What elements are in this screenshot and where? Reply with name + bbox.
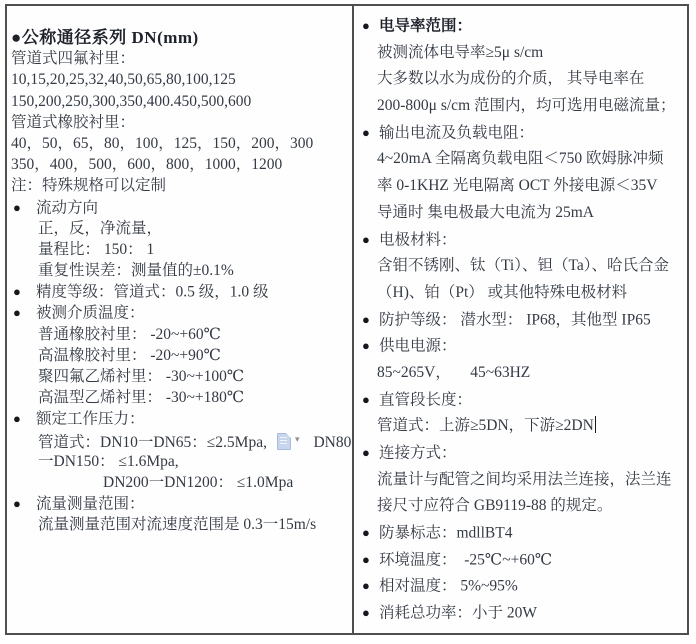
spec-line [38,514,348,535]
spec-text: 防暴标志：mdllBT4 [379,524,513,542]
spec-line [377,93,683,120]
spec-line [38,430,352,451]
spec-text: 流量计与配管之间均采用法兰连接，法兰连 [377,470,672,488]
spec-text: 额定工作压力： [36,410,145,428]
bullet-icon: ● [13,284,21,300]
spec-line [362,520,683,547]
bullet-icon: ● [362,551,370,567]
spec-text: 10,15,20,25,32,40,50,65,80,100,125 [11,71,236,89]
spec-line [11,175,348,196]
spec-text: 重复性误差：测量值的±0.1% [38,262,234,280]
spec-line [38,260,348,281]
spec-line [377,173,683,200]
spec-text: 输出电流及负载电阻： [379,124,535,142]
spec-line [38,345,348,366]
spec-text: 流量测量范围： [36,495,145,513]
spec-line [38,324,348,345]
spec-line [377,413,683,440]
spec-text: 40，50，65，80，100，125，150，200，300 [11,134,314,152]
spec-text: （H)、铂（Pt） 或其他特殊电极材料 [377,283,628,301]
spec-text: 直管段长度： [379,391,473,409]
spec-text: 流量测量范围对流速度范围是 0.3一15m/s [38,516,317,534]
spec-text: 150,200,250,300,350,400.450,500,600 [11,92,252,110]
spec-line [377,253,683,280]
spec-line [362,227,683,254]
spec-text: ●公称通径系列 DN(mm) [11,28,199,47]
spec-line [377,40,683,67]
bullet-icon: ● [13,411,21,427]
spec-text: 高温型乙烯衬里： -30~+180℃ [38,389,245,407]
spec-text: 导通时 集电极最大电流为 25mA [377,203,595,221]
bullet-icon: ● [362,391,370,407]
spec-line [38,366,348,387]
spec-text: 正，反，净流量， [38,219,163,237]
spec-text: 相对温度： 5%~95% [379,577,518,595]
spec-line [38,451,348,472]
dropdown-arrow-icon[interactable]: ▾ [294,435,300,446]
spec-text: 350，400，500，600，800，1000，1200 [11,156,283,174]
spec-line [103,472,348,493]
spec-text: 消耗总功率：小于 20W [379,604,538,622]
spec-text: 量程比： 150： 1 [38,240,155,258]
spec-line [11,302,348,323]
spec-text: 聚四氟乙烯衬里： -30~+100℃ [38,368,245,385]
spec-text: 被测流体电导率≥5μ s/cm [377,43,544,61]
spec-text: DN200一DN1200： ≤1.0Mpa [103,473,294,491]
spec-text: 含钼不锈刚、钛（Ti）、钽（Ta）、哈氏合金 [377,257,669,275]
spec-text: 电导率范围： [379,17,473,35]
spec-line [11,48,348,69]
spec-text: 大多数以水为成份的介质， 其导电率在 [377,70,645,88]
spec-line [377,200,683,227]
spec-text: 连接方式： [379,444,457,462]
spec-text: 管道式四氟衬里： [11,50,136,68]
spec-text: 高温橡胶衬里： -20~+90℃ [38,346,222,364]
spec-table [5,4,689,635]
bullet-icon: ● [13,199,21,215]
spec-text: 环境温度： -25℃~+60℃ [379,551,553,569]
spec-line [38,218,348,239]
spec-text: DN80 [313,433,352,451]
bullet-icon: ● [362,605,370,621]
spec-text: 一DN150： ≤1.6Mpa, [38,452,179,470]
spec-text: 管道式：DN10一DN65：≤2.5Mpa, [38,433,267,451]
spec-line [362,547,683,574]
spec-line [362,13,683,40]
paste-options-icon[interactable] [277,433,291,450]
spec-text: 管道式：上游≥5DN，下游≥2DN [377,417,594,435]
spec-line [362,573,683,600]
spec-line [11,27,348,48]
spec-text: 200-800μ s/cm 范围内，均可选用电磁流量； [377,97,676,115]
text-cursor [595,416,597,433]
spec-line [11,408,348,429]
spec-line [377,467,683,494]
spec-line [11,91,348,112]
spec-line [362,120,683,147]
spec-line [11,281,348,302]
bullet-icon: ● [362,311,370,327]
spec-line [11,133,348,154]
spec-line [362,333,683,360]
spec-text: 普通橡胶衬里： -20~+60℃ [38,325,222,343]
spec-text: 精度等级：管道式：0.5 级，1.0 级 [36,283,269,301]
bullet-icon: ● [362,18,370,33]
spec-text: 电极材料： [379,231,457,248]
bullet-icon: ● [362,231,370,247]
spec-text: 防护等级： 潜水型： IP68，其他型 IP65 [379,311,651,329]
spec-line [362,387,683,414]
spec-line [362,440,683,467]
bullet-icon: ● [362,124,370,140]
spec-line [362,307,683,334]
left-column [7,6,354,633]
spec-line [377,146,683,173]
right-column [354,6,687,633]
spec-line [11,112,348,133]
spec-line [377,493,683,520]
spec-text: 被测介质温度： [36,304,145,322]
spec-line [11,69,348,90]
spec-text: 率 0-1KHZ 光电隔离 OCT 外接电源＜35V [377,177,658,195]
spec-text: 管道式橡胶衬里： [11,113,136,131]
spec-text: 流动方向 [36,199,99,216]
spec-text: 接尺寸应符合 GB9119-88 的规定。 [377,497,613,515]
spec-line [11,493,348,514]
spec-text: 注：特殊规格可以定制 [11,177,167,195]
bullet-icon: ● [362,445,370,460]
bullet-icon: ● [13,305,21,321]
spec-line [377,360,683,387]
spec-line [377,280,683,307]
spec-line [38,387,348,408]
spec-line [11,197,348,218]
spec-text: 85~265V， 45~63HZ [377,363,531,381]
spec-line [38,239,348,260]
paste-options-button[interactable] [277,430,300,452]
spec-line [377,66,683,93]
bullet-icon: ● [13,496,21,512]
bullet-icon: ● [362,578,370,594]
bullet-icon: ● [362,338,370,354]
spec-line [362,600,683,627]
spec-text: 供电电源： [379,337,457,355]
spec-text: 4~20mA 全隔离负载电阻＜750 欧姆脉冲频 [377,150,664,168]
spec-line [11,154,348,175]
bullet-icon: ● [362,525,370,541]
